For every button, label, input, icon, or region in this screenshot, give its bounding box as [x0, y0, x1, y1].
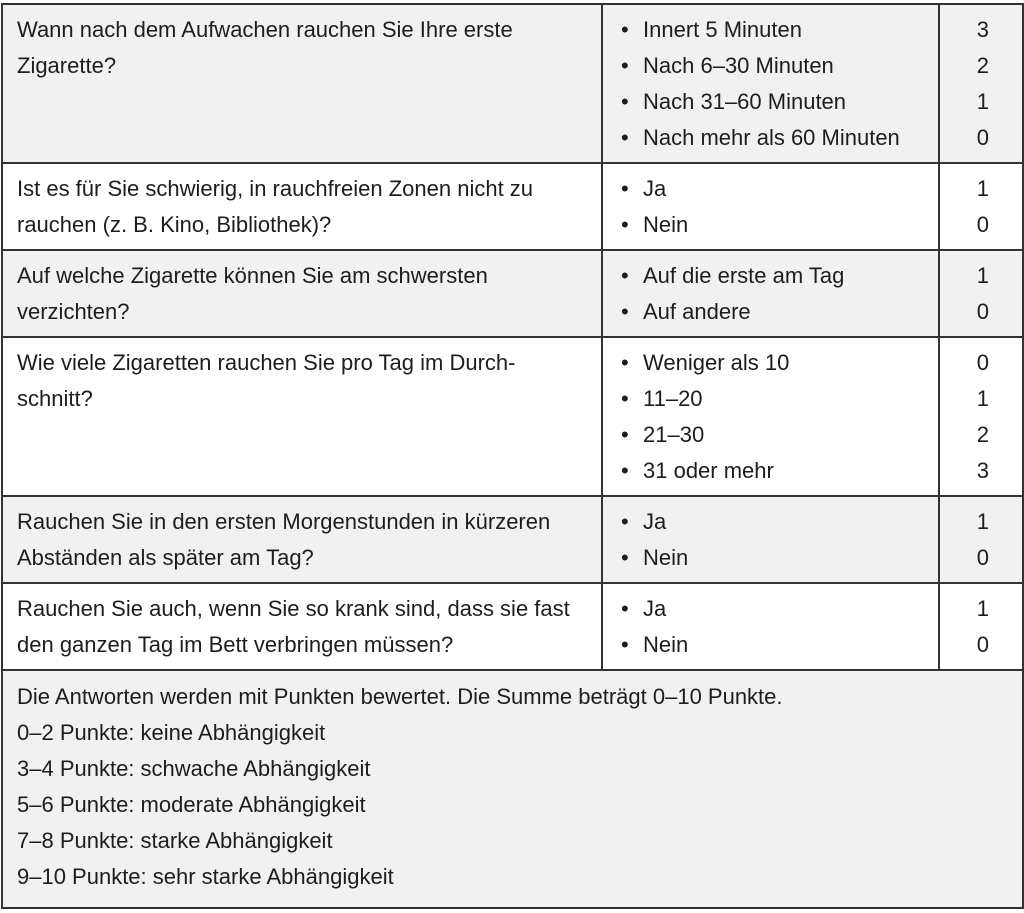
- bullet-icon: •: [621, 509, 629, 534]
- bullet-icon: •: [621, 299, 629, 324]
- answer-option: • 31 oder mehr: [621, 453, 938, 489]
- point-value: 1: [976, 596, 989, 621]
- question-row: [2, 4, 1023, 163]
- point-value: 2: [976, 422, 989, 447]
- point-value: 2: [976, 53, 989, 78]
- answer-option: • Ja: [621, 171, 938, 207]
- answer-options: [602, 163, 939, 250]
- fagerstrom-questionnaire-table: [1, 3, 1024, 909]
- scoring-level: 7–8 Punkte: starke Abhängigkeit: [17, 828, 333, 853]
- scoring-level: 9–10 Punkte: sehr starke Abhängigkeit: [17, 864, 394, 889]
- question-row: [2, 337, 1023, 496]
- point-value: 1: [976, 89, 989, 114]
- point-value: 1: [976, 263, 989, 288]
- bullet-icon: •: [621, 17, 629, 42]
- answer-points: [939, 337, 1023, 496]
- bullet-icon: •: [621, 125, 629, 150]
- point-value: 0: [976, 632, 989, 657]
- answer-option: • Nein: [621, 540, 938, 576]
- answer-option: • Nein: [621, 207, 938, 243]
- answer-option: • Innert 5 Minuten: [621, 12, 938, 48]
- point-value: 1: [976, 386, 989, 411]
- answer-options: [602, 496, 939, 583]
- answer-options: [602, 250, 939, 337]
- point-value: 0: [976, 125, 989, 150]
- question-text: Wie viele Zigaretten rauchen Sie pro Tag im Durch-schnitt?: [2, 337, 602, 496]
- bullet-icon: •: [621, 386, 629, 411]
- point-value: 1: [976, 509, 989, 534]
- scoring-level: 3–4 Punkte: schwache Abhängigkeit: [17, 756, 371, 781]
- bullet-icon: •: [621, 176, 629, 201]
- bullet-icon: •: [621, 596, 629, 621]
- bullet-icon: •: [621, 422, 629, 447]
- question-text: Auf welche Zigarette können Sie am schwersten verzichten?: [2, 250, 602, 337]
- scoring-footer-row: [2, 670, 1023, 908]
- bullet-icon: •: [621, 89, 629, 114]
- scoring-legend: [2, 670, 1023, 908]
- scoring-level: 0–2 Punkte: keine Abhängigkeit: [17, 720, 326, 745]
- point-value: 0: [976, 545, 989, 570]
- answer-option: • Ja: [621, 504, 938, 540]
- question-row: [2, 583, 1023, 670]
- bullet-icon: •: [621, 53, 629, 78]
- point-value: 1: [976, 176, 989, 201]
- point-value: 3: [976, 458, 989, 483]
- point-value: 3: [976, 17, 989, 42]
- question-text: Rauchen Sie auch, wenn Sie so krank sind, dass sie fast den ganzen Tag im Bett verbringen müssen?: [2, 583, 602, 670]
- question-row: [2, 496, 1023, 583]
- answer-points: [939, 583, 1023, 670]
- question-text: Wann nach dem Aufwachen rauchen Sie Ihre erste Zigarette?: [2, 4, 602, 163]
- bullet-icon: •: [621, 458, 629, 483]
- bullet-icon: •: [621, 212, 629, 237]
- scoring-intro: Die Antworten werden mit Punkten bewertet. Die Summe beträgt 0–10 Punkte.: [17, 684, 783, 709]
- answer-option: • 11–20: [621, 381, 938, 417]
- answer-options: [602, 583, 939, 670]
- answer-points: [939, 163, 1023, 250]
- bullet-icon: •: [621, 350, 629, 375]
- answer-option: • Auf andere: [621, 294, 938, 330]
- answer-option: • Weniger als 10: [621, 345, 938, 381]
- answer-options: [602, 337, 939, 496]
- answer-points: [939, 250, 1023, 337]
- answer-option: • Nach mehr als 60 Minuten: [621, 120, 938, 156]
- question-row: [2, 163, 1023, 250]
- bullet-icon: •: [621, 263, 629, 288]
- question-text: Rauchen Sie in den ersten Morgenstunden in kürzeren Abständen als später am Tag?: [2, 496, 602, 583]
- answer-points: [939, 496, 1023, 583]
- question-text: Ist es für Sie schwierig, in rauchfreien Zonen nicht zu rauchen (z. B. Kino, Bibliothek)?: [2, 163, 602, 250]
- point-value: 0: [976, 299, 989, 324]
- scoring-level: 5–6 Punkte: moderate Abhängigkeit: [17, 792, 366, 817]
- answer-points: [939, 4, 1023, 163]
- answer-option: • Nach 31–60 Minuten: [621, 84, 938, 120]
- answer-options: [602, 4, 939, 163]
- answer-option: • Nein: [621, 627, 938, 663]
- question-row: [2, 250, 1023, 337]
- point-value: 0: [976, 212, 989, 237]
- answer-option: • Nach 6–30 Minuten: [621, 48, 938, 84]
- point-value: 0: [976, 350, 989, 375]
- bullet-icon: •: [621, 545, 629, 570]
- bullet-icon: •: [621, 632, 629, 657]
- answer-option: • 21–30: [621, 417, 938, 453]
- answer-option: • Ja: [621, 591, 938, 627]
- answer-option: • Auf die erste am Tag: [621, 258, 938, 294]
